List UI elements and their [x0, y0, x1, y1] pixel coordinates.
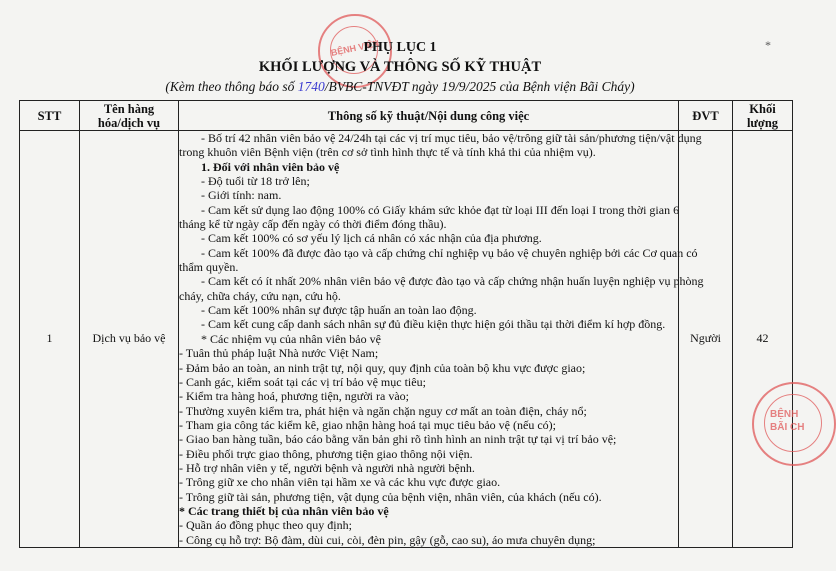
spec-line: - Canh gác, kiểm soát tại các vị trí bảo vệ mục tiêu;: [179, 374, 426, 389]
handwritten-number: 1740: [297, 79, 325, 94]
spec-line: - Điều phối trực giao thông, phương tiện giao thông nội viện.: [179, 446, 473, 461]
spec-line: - Cam kết cung cấp danh sách nhân sự đủ điều kiện thực hiện gói thầu tại thời điểm kí hợp đồng.: [201, 317, 666, 332]
appendix-title: PHỤ LỤC 1: [363, 40, 437, 55]
stamp-text: BỆNH VIỆN: [329, 38, 381, 58]
document-subtitle: [0, 79, 800, 95]
subtitle-suffix: /BVBC-TNVĐT ngày 19/9/2025 của Bệnh viện Bãi Cháy): [324, 79, 635, 94]
header-qty: Khối lượng: [733, 101, 793, 131]
spec-line: - Thường xuyên kiểm tra, phát hiện và ngăn chặn nguy cơ mất an toàn điện, cháy nổ;: [179, 403, 587, 418]
spec-line: tháng kể từ ngày cấp đến ngày có thời điểm đóng thầu).: [179, 217, 447, 232]
spec-line: - Cam kết 100% đã được đào tạo và cấp chứng chỉ nghiệp vụ bảo vệ chuyên nghiệp bởi các Cơ quan có: [201, 245, 698, 260]
hospital-stamp-side: [752, 382, 836, 466]
cell-stt: 1: [20, 131, 80, 548]
spec-line: - Cam kết 100% nhân sự được tập huấn an toàn lao động.: [201, 303, 477, 318]
spec-line: - Đảm bảo an toàn, an ninh trật tự, nội quy, quy định của toàn bộ khu vực được giao;: [179, 360, 586, 375]
document-title: KHỐI LƯỢNG VÀ THÔNG SỐ KỸ THUẬT: [258, 59, 542, 75]
spec-table: [19, 100, 793, 548]
stamp-line: BỆNH: [770, 409, 799, 420]
header-unit: ĐVT: [679, 101, 733, 131]
table-header-row: [20, 101, 793, 131]
spec-line: - Hỗ trợ nhân viên y tế, người bệnh và người nhà người bệnh.: [179, 460, 475, 475]
header-stt: STT: [20, 101, 80, 131]
spec-line: - Giới tính: nam.: [201, 188, 282, 203]
stamp-text: [770, 408, 804, 434]
spec-line: thẩm quyền.: [179, 260, 239, 275]
spec-line: - Độ tuổi từ 18 trở lên;: [201, 174, 310, 189]
table-row: [20, 131, 793, 548]
header-name: Tên hàng hóa/dịch vụ: [80, 101, 179, 131]
spec-section-heading: 1. Đối với nhân viên bảo vệ: [201, 159, 340, 174]
spec-line: - Quần áo đồng phục theo quy định;: [179, 518, 352, 533]
subtitle-prefix: (Kèm theo thông báo số: [165, 79, 298, 94]
header-spec: Thông số kỹ thuật/Nội dung công việc: [179, 101, 679, 131]
spec-line: - Trông giữ tài sản, phương tiện, vật dụng của bệnh viện, nhân viên, của khách (nếu có).: [179, 489, 602, 504]
spec-line: - Công cụ hỗ trợ: Bộ đàm, dùi cui, còi, đèn pin, gậy (gỗ, cao su), áo mưa chuyên dụng;: [179, 532, 596, 547]
spec-line: - Giao ban hàng tuần, báo cáo bằng văn bản ghi rõ tình hình an ninh trật tự tại vị trí bảo vệ;: [179, 432, 617, 447]
stamp-line: BÃI CH: [770, 422, 805, 433]
spec-line: - Bố trí 42 nhân viên bảo vệ 24/24h tại các vị trí mục tiêu, bảo vệ/trông giữ tài sản/phương tiện/vật dụng: [201, 131, 702, 145]
cell-name: Dịch vụ bảo vệ: [80, 131, 179, 548]
spec-line: - Tuân thủ pháp luật Nhà nước Việt Nam;: [179, 346, 379, 361]
spec-line: trong khuôn viên Bệnh viện (trên cơ sở tình hình thực tế và tính khả thi của nhiệm vụ).: [179, 145, 596, 160]
margin-mark: *: [765, 38, 771, 52]
spec-section-heading: * Các trang thiết bị của nhân viên bảo vệ: [179, 503, 389, 518]
spec-line: - Cam kết 100% có sơ yếu lý lịch cá nhân có xác nhận của địa phương.: [201, 231, 542, 246]
cell-spec: [179, 131, 704, 548]
spec-line: - Tham gia công tác kiểm kê, giao nhận hàng hoá tại mục tiêu bảo vệ (nếu có);: [179, 417, 556, 432]
spec-line: cháy, chữa cháy, cứu nạn, cứu hộ.: [179, 288, 341, 303]
spec-line: - Trông giữ xe cho nhân viên tại hầm xe và các khu vực được giao.: [179, 475, 501, 490]
cell-unit: Người: [679, 131, 733, 548]
spec-line: - Kiểm tra hàng hoá, phương tiện, người ra vào;: [179, 389, 409, 404]
spec-subheading: * Các nhiệm vụ của nhân viên bảo vệ: [201, 331, 381, 346]
cell-qty: 42: [733, 131, 793, 548]
spec-line: - Cam kết sử dụng lao động 100% có Giấy khám sức khỏe đạt từ loại III đến loại I trong thời gian 6: [201, 202, 680, 217]
spec-line: - Cam kết có ít nhất 20% nhân viên bảo vệ được đào tạo và cấp chứng nhận huấn luyện nghiệp vụ phòng: [201, 274, 704, 289]
